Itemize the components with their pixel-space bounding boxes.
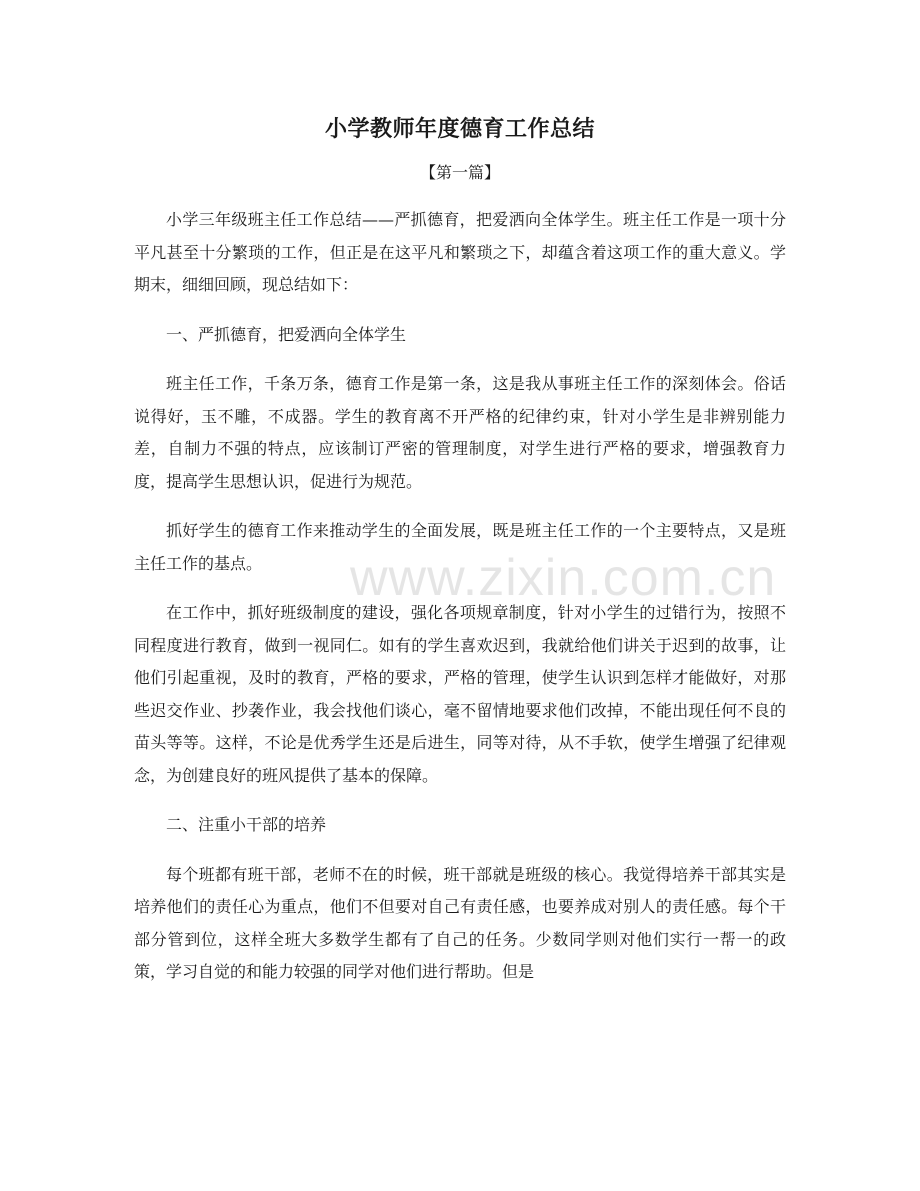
document-body — [134, 204, 786, 1006]
section-label: 【第一篇】 — [419, 163, 500, 182]
site-watermark: www.zixin.com.cn — [350, 549, 777, 607]
body-paragraph: 每个班都有班干部，老师不在的时候，班干部就是班级的核心。我觉得培养干部其实是培养他们的责任心为重点，他们不但要对自己有责任感，也要养成对别人的责任感。每个干部分管到位，这样全班大多数学生都有了自己的任务。少数同学则对他们实行一帮一的政策，学习自觉的和能力较强的同学对他们进行帮助。但是 — [134, 864, 786, 981]
section-heading-2: 二、注重小干部的培养 — [166, 815, 327, 834]
body-paragraph: 抓好学生的德育工作来推动学生的全面发展，既是班主任工作的一个主要特点，又是班主任工作的基点。 — [134, 521, 786, 573]
section-heading-1: 一、严抓德育，把爱洒向全体学生 — [166, 324, 407, 344]
intro-paragraph: 小学三年级班主任工作总结——严抓德育，把爱洒向全体学生。班主任工作是一项十分平凡甚至十分繁琐的工作，但正是在这平凡和繁琐之下，却蕴含着这项工作的重大意义。学期末，细细回顾，现总结如下： — [134, 210, 786, 294]
body-paragraph: 在工作中，抓好班级制度的建设，强化各项规章制度，针对小学生的过错行为，按照不同程度进行教育，做到一视同仁。如有的学生喜欢迟到，我就给他们讲关于迟到的故事，让他们引起重视，及时的教育，严格的要求，严格的管理，使学生认识到怎样才能做好，对那些迟交作业、抄袭作业，我会找他们谈心，毫不留情地要求他们改掉，不能出现任何不良的苗头等等。这样，不论是优秀学生还是后进生，同等对待，从不手软，使学生增强了纪律观念，为创建良好的班风提供了基本的保障。 — [134, 603, 786, 785]
body-paragraph: 班主任工作，千条万条，德育工作是第一条，这是我从事班主任工作的深刻体会。俗话说得好，玉不雕，不成器。学生的教育离不开严格的纪律约束，针对小学生是非辨别能力差，自制力不强的特点，应该制订严密的管理制度，对学生进行严格的要求，增强教育力度，提高学生思想认识，促进行为规范。 — [134, 374, 786, 491]
document-title: 小学教师年度德育工作总结 — [324, 116, 595, 142]
